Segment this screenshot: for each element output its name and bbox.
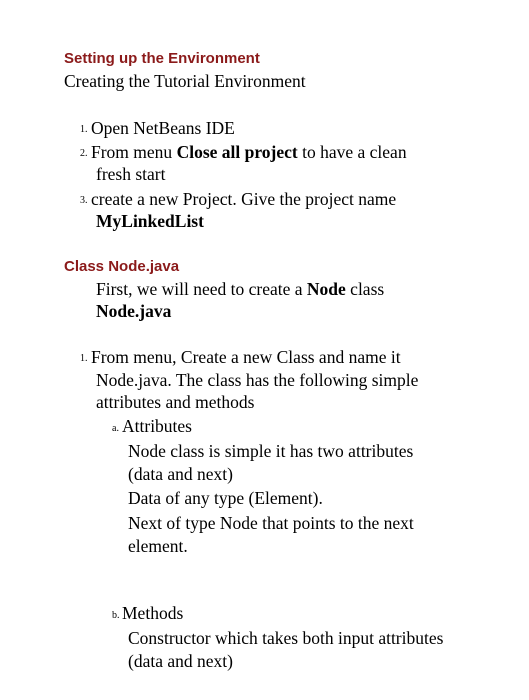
intro-filename: Node.java [96, 301, 172, 321]
step-text: Open NetBeans IDE [91, 118, 235, 138]
step-text-part: From menu [91, 142, 177, 162]
step-text-bold: Close all project [176, 142, 298, 162]
project-name: MyLinkedList [96, 211, 204, 231]
sub-step-label-methods: Methods [122, 603, 184, 623]
step-text-continuation: attributes and methods [96, 392, 255, 412]
step-text-continuation: Node.java. The class has the following simple [96, 370, 419, 390]
sub-step-text: Data of any type (Element). [128, 488, 323, 508]
sub-step-marker: a. [112, 423, 119, 434]
step-text: From menu, Create a new Class and name it [91, 347, 401, 367]
step-text-part: to have a clean [297, 142, 407, 162]
step-marker: 2. [80, 148, 88, 159]
step-marker: 1. [80, 124, 88, 135]
sub-step-text: Next of type Node that points to the next [128, 513, 414, 533]
section-subtitle: Creating the Tutorial Environment [64, 71, 306, 91]
sub-step-text: (data and next) [128, 651, 233, 671]
sub-step-text: (data and next) [128, 464, 233, 484]
step-text [91, 141, 407, 163]
step-text-continuation: fresh start [96, 164, 166, 184]
intro-text-bold: Node [306, 279, 346, 299]
sub-step-text: Constructor which takes both input attributes [128, 628, 444, 648]
intro-text-part: First, we will need to create a [96, 279, 307, 299]
step-text: create a new Project. Give the project name [91, 189, 397, 209]
step-marker: 1. [80, 353, 88, 364]
intro-text-part: class [345, 279, 385, 299]
section-heading-class-node: Class Node.java [64, 258, 180, 275]
sub-step-label-attributes: Attributes [122, 416, 192, 436]
sub-step-text: Node class is simple it has two attributes [128, 441, 414, 461]
intro-text [96, 278, 384, 300]
sub-step-marker: b. [112, 610, 120, 621]
step-marker: 3. [80, 195, 88, 206]
sub-step-text: element. [128, 536, 188, 556]
section-heading-environment: Setting up the Environment [64, 50, 260, 67]
